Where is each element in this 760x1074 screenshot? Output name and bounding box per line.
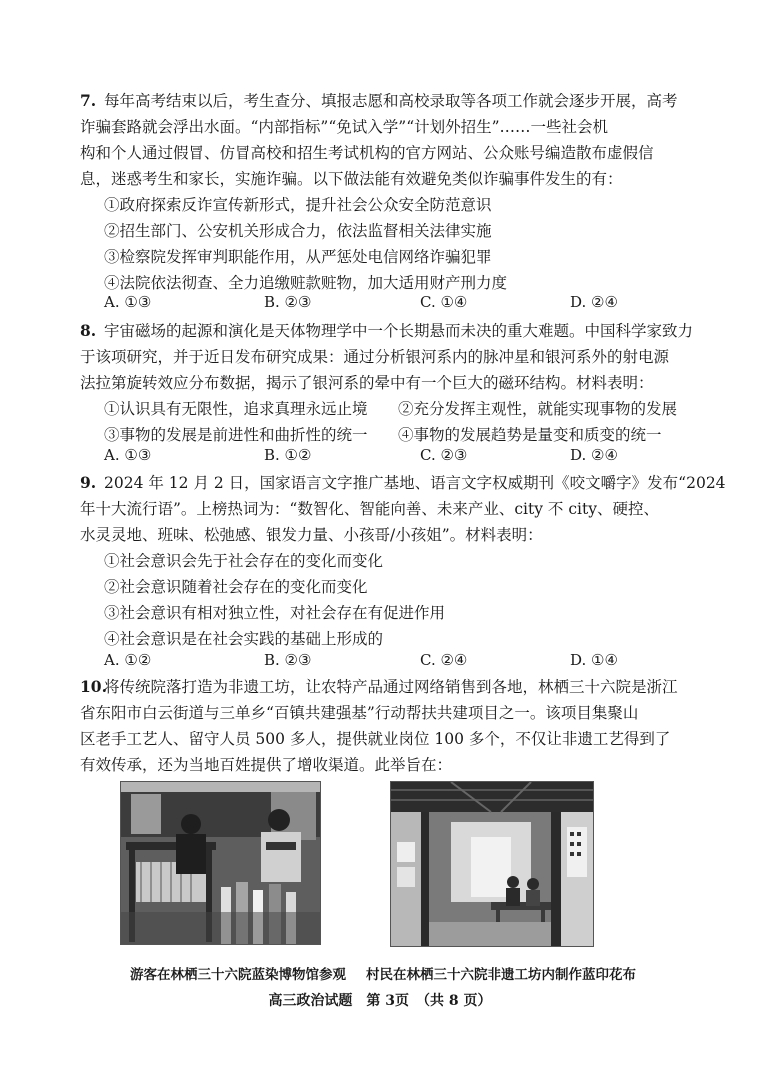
option-a[interactable]: A. ①③: [104, 446, 152, 464]
option-a[interactable]: A. ①③: [104, 293, 152, 311]
question-number: 7.: [80, 91, 97, 110]
photo-workshop-image: [391, 782, 593, 946]
statement-item: ③事物的发展是前进性和曲折性的统一: [104, 426, 368, 444]
question-number: 9.: [80, 473, 97, 492]
question-text-line: 年十大流行语”。上榜热词为：“数智化、智能向善、未来产业、city 不 city、硬控、: [80, 500, 659, 518]
option-d[interactable]: D. ②④: [570, 293, 618, 311]
question-text-line: 构和个人通过假冒、仿冒高校和招生考试机构的官方网站、公众账号编造散布虚假信: [80, 144, 654, 162]
question-text-line: 将传统院落打造为非遗工坊，让农特产品通过网络销售到各地，林栖三十六院是浙江: [104, 678, 678, 696]
option-b[interactable]: B. ②③: [264, 293, 312, 311]
statement-item: ①政府探索反诈宣传新形式，提升社会公众安全防范意识: [104, 196, 492, 214]
option-d[interactable]: D. ①④: [570, 651, 618, 669]
statement-item: ④事物的发展趋势是量变和质变的统一: [398, 426, 662, 444]
statement-item: ②充分发挥主观性，就能实现事物的发展: [398, 400, 678, 418]
statement-item: ①社会意识会先于社会存在的变化而变化: [104, 552, 384, 570]
option-a[interactable]: A. ①②: [104, 651, 152, 669]
question-text-line: 每年高考结束以后，考生查分、填报志愿和高校录取等各项工作就会逐步开展，高考: [104, 92, 678, 110]
question-text-line: 区老手工艺人、留守人员 500 多人，提供就业岗位 100 多个，不仅让非遗工艺得到了: [80, 730, 671, 748]
statement-item: ③检察院发挥审判职能作用，从严惩处电信网络诈骗犯罪: [104, 248, 492, 266]
question-text-line: 息，迷惑考生和家长，实施诈骗。以下做法能有效避免类似诈骗事件发生的有：: [80, 170, 623, 188]
question-text-line: 水灵灵地、班味、松弛感、银发力量、小孩哥/小孩姐”。材料表明：: [80, 526, 543, 544]
option-b[interactable]: B. ②③: [264, 651, 312, 669]
photo-caption: 游客在林栖三十六院蓝染博物馆参观: [130, 967, 346, 983]
statement-item: ②招生部门、公安机关形成合力，依法监督相关法律实施: [104, 222, 492, 240]
option-c[interactable]: C. ①④: [420, 293, 468, 311]
photo-workshop: [390, 781, 594, 947]
question-text-line: 宇宙磁场的起源和演化是天体物理学中一个长期悬而未决的重大难题。中国科学家致力: [104, 322, 694, 340]
photo-dye-museum: [120, 781, 321, 945]
option-d[interactable]: D. ②④: [570, 446, 618, 464]
question-text-line: 省东阳市白云街道与三单乡“百镇共建强基”行动帮扶共建项目之一。该项目集聚山: [80, 704, 639, 722]
question-text-line: 2024 年 12 月 2 日，国家语言文字推广基地、语言文字权威期刊《咬文嚼字》发布“2024: [104, 474, 726, 492]
option-c[interactable]: C. ②④: [420, 651, 468, 669]
question-number: 10.: [80, 677, 107, 696]
question-text-line: 诈骗套路就会浮出水面。“内部指标”“免试入学”“计划外招生”……一些社会机: [80, 118, 609, 136]
statement-item: ④社会意识是在社会实践的基础上形成的: [104, 630, 384, 648]
photo-caption: 村民在林栖三十六院非遗工坊内制作蓝印花布: [366, 967, 636, 983]
page-footer: 高三政治试题 第 3页 （共 8 页）: [268, 993, 492, 1009]
photo-dye-museum-image: [121, 782, 320, 944]
question-number: 8.: [80, 321, 97, 340]
option-b[interactable]: B. ①②: [264, 446, 312, 464]
question-text-line: 有效传承，还为当地百姓提供了增收渠道。此举旨在：: [80, 756, 453, 774]
question-text-line: 法拉第旋转效应分布数据，揭示了银河系的晕中有一个巨大的磁环结构。材料表明：: [80, 374, 654, 392]
statement-item: ②社会意识随着社会存在的变化而变化: [104, 578, 368, 596]
question-text-line: 于该项研究，并于近日发布研究成果：通过分析银河系内的脉冲星和银河系外的射电源: [80, 348, 670, 366]
statement-item: ①认识具有无限性，追求真理永远止境: [104, 400, 368, 418]
statement-item: ③社会意识有相对独立性，对社会存在有促进作用: [104, 604, 446, 622]
statement-item: ④法院依法彻查、全力追缴赃款赃物，加大适用财产刑力度: [104, 274, 508, 292]
option-c[interactable]: C. ②③: [420, 446, 468, 464]
